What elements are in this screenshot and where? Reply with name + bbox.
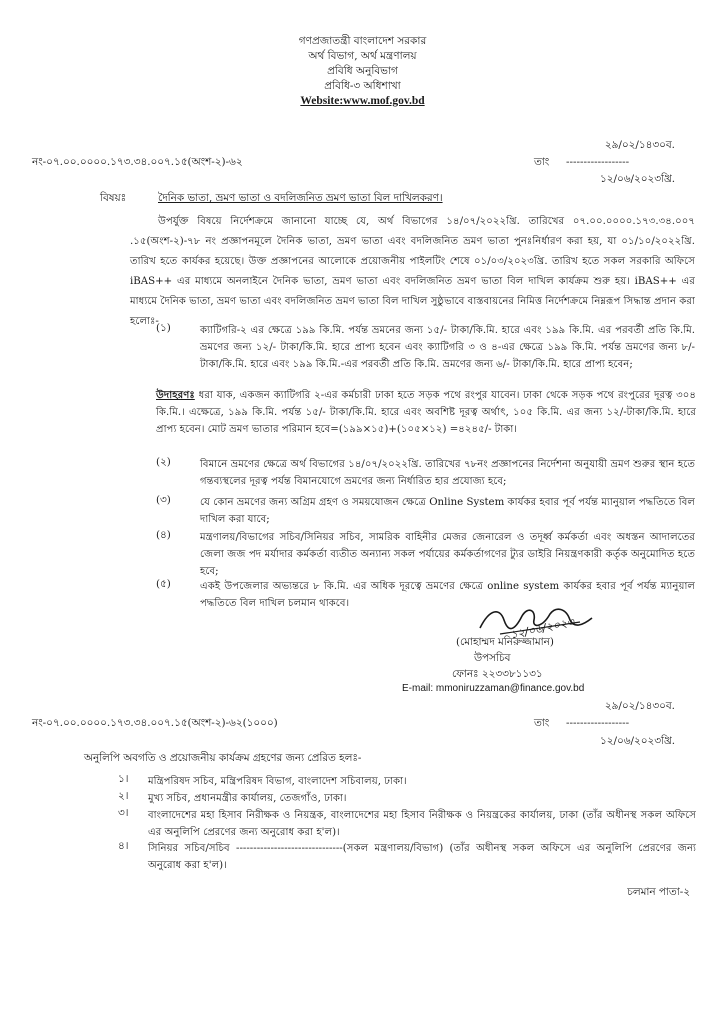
item-text: যে কোন ভ্রমণের জন্য অগ্রিম গ্রহণ ও সময়যোজন ক্ষেত্রে Online System কার্যকর হবার পূর্ব পর্যন্ত ম্যানুয়াল পদ্ধতিতে বিল দাখিল করা যাবে;: [200, 497, 695, 525]
item-text: ক্যাটিগরি-২ এর ক্ষেত্রে ১৯৯ কি.মি. পর্যন্ত ভ্রমনের জন্য ১৫/- টাকা/কি.মি. হারে এবং ১৯৯ কি.মি. এর পরবর্তী প্রতি কি.মি. ভ্রমণের জন্য ১২/- টাকা/কি.মি. হারে প্রাপ্য হবেন এবং ক্যাটিগরি ৩ ও ৪-এর ক্ষেত্রে ১৯৯ কি.মি. পর্যন্ত ভ্রমণের জন্য ৮/- টাকা/কি.মি. হারে এবং ১৯৯ কি.মি.-এর পরবর্তী প্রতি কি.মি. ভ্রমণের জন্য ৬/- টাকা/কি.মি. হারে প্রাপ্য হবেন;: [200, 325, 695, 370]
ministry-name: অর্থ বিভাগ, অর্থ মন্ত্রণালয়: [308, 50, 417, 62]
intro-paragraph: উপর্যুক্ত বিষয়ে নির্দেশক্রমে জানানো যাচ্ছে যে, অর্থ বিভাগের ১৪/০৭/২০২২খ্রি. তারিখের ০৭.০০.০০০০.১৭৩.৩৪.০০৭ .১৫(অংশ-২)-৭৮ নং প্রজ্ঞাপনমূলে দৈনিক ভাতা, ভ্রমণ ভাতা এবং বদলিজনিত ভ্রমণ ভাতা পুনঃনির্ধারণ করা হয়, যা ০১/১০/২০২২খ্রি. তারিখ হতে কার্যকর হয়েছে। উক্ত প্রজ্ঞাপনের আলোকে প্রয়োজনীয় পাইলটিং শেষে ০১/০৩/২০২৩খ্রি. তারিখ হতে সকল সরকারি অফিসে iBAS++ এর মাধ্যমে অনলাইনে দৈনিক ভাতা, ভ্রমণ ভাতা এবং বদলিজনিত ভ্রমণ ভাতা বিল দাখিল কার্যক্রম শুরু হয়। iBAS++ এর মাধ্যমে দৈনিক ভাতা, ভ্রমণ ভাতা এবং বদলিজনিত ভ্রমণ ভাতা বিল দাখিল সুষ্ঠুভাবে বাস্তবায়নের নিমিত্ত নির্দেশক্রমে নিম্নরূপ সিদ্ধান্ত প্রদান করা হলোঃ-: [130, 216, 695, 327]
date-dash-2: ------------------: [566, 717, 630, 729]
signatory-name: (মোহাম্মদ মনিরুজ্জামান): [456, 636, 554, 648]
date-bangla-1: ২৯/০২/১৪৩০ব.: [604, 139, 675, 151]
item-text: একই উপজেলার অভ্যন্তরে ৮ কি.মি. এর অধিক দূরত্বে ভ্রমণের ক্ষেত্রে online system কার্যকর হবার পূর্ব পর্যন্ত ম্যানুয়াল পদ্ধতিতে বিল দাখিল চলমান থাকবে।: [200, 581, 695, 609]
memo-number-2: নং-০৭.০০.০০০০.১৭৩.৩৪.০০৭.১৫(অংশ-২)-৬২(১০০০): [32, 717, 278, 729]
letterhead: [0, 34, 725, 109]
signatory-email[interactable]: E-mail: mmoniruzzaman@finance.gov.bd: [402, 683, 585, 694]
signature-date: ১২/০৬/২০২৩: [509, 615, 576, 642]
example-text: ধরা যাক, একজন ক্যাটিগরি ২-এর কর্মচারী ঢাকা হতে সড়ক পথে রংপুর যাবেন। ঢাকা থেকে সড়ক পথে রংপুরের দূরত্ব ৩০৪ কি.মি.। এক্ষেত্রে, ১৯৯ কি.মি. পর্যন্ত ১৫/- টাকা/কি.মি. হারে এবং অবশিষ্ট দূরত্ব অর্থাৎ, ১০৫ কি.মি. এর জন্য ১২/-টাকা/কি.মি. হারে প্রাপ্য হবেন। মোট ভ্রমণ ভাতার পরিমান হবে=(১৯৯×১৫)+(১০৫×১২) =৪২৪৫/- টাকা।: [156, 390, 696, 435]
cc-item: মুখ্য সচিব, প্রধানমন্ত্রীর কার্যালয়, তেজগাঁও, ঢাকা।: [148, 793, 347, 804]
cc-intro: অনুলিপি অবগতি ও প্রয়োজনীয় কার্যক্রম গ্রহণের জন্য প্রেরিত হলঃ-: [84, 752, 362, 764]
date-english-1: ১২/০৬/২০২৩খ্রি.: [599, 173, 675, 185]
item-number: (৫): [156, 578, 171, 590]
date-label-1: তাং: [534, 156, 550, 168]
website-link[interactable]: Website:www.mof.gov.bd: [300, 95, 425, 107]
memo-number-1: নং-০৭.০০.০০০০.১৭৩.৩৪.০০৭.১৫(অংশ-২)-৬২: [32, 156, 243, 168]
date-label-2: তাং: [534, 717, 550, 729]
example-block: [156, 387, 696, 438]
cc-item: মন্ত্রিপরিষদ সচিব, মন্ত্রিপরিষদ বিভাগ, বাংলাদেশ সচিবালয়, ঢাকা।: [148, 776, 407, 787]
wing-name: প্রবিধি অনুবিভাগ: [327, 65, 398, 77]
cc-number: ১।: [118, 773, 129, 785]
example-label: উদাহরণঃ: [156, 389, 195, 401]
item-number: (৪): [156, 529, 171, 541]
item-text: মন্ত্রণালয়/বিভাগের সচিব/সিনিয়র সচিব, সামরিক বাহিনীর মেজর জেনারেল ও তদূর্ধ্ব কর্মকর্তা এবং অধস্তন আদালতের জেলা জজ পদ মর্যাদার কর্মকর্তা ব্যতীত অন্যান্য সকল পর্যায়ের কর্মকর্তাগণের ট্যুর ডাইরি নিয়ন্ত্রণকারী কর্তৃক অনুমোদিত হতে হবে;: [200, 532, 695, 577]
subject-label: বিষয়ঃ: [100, 192, 127, 204]
subject-text: দৈনিক ভাতা, ভ্রমণ ভাতা ও বদলিজনিত ভ্রমণ ভাতা বিল দাখিলকরণ।: [158, 192, 443, 204]
continued-page-note: চলমান পাতা-২: [627, 886, 690, 898]
date-bangla-2: ২৯/০২/১৪৩০ব.: [604, 700, 675, 712]
item-number: (১): [156, 322, 171, 334]
branch-name: প্রবিধি-৩ অধিশাখা: [324, 80, 401, 92]
cc-item: সিনিয়র সচিব/সচিব -------------------------------(সকল মন্ত্রণালয়/বিভাগ) (তাঁর অধীনস্থ সকল অফিসে এর অনুলিপি প্রেরণের জন্য অনুরোধ করা হ'ল)।: [148, 843, 696, 871]
govt-name: গণপ্রজাতন্ত্রী বাংলাদেশ সরকার: [298, 35, 427, 47]
date-dash-1: ------------------: [566, 156, 630, 168]
signatory-phone: ফোনঃ ২২৩৩৮১১৩১: [452, 668, 543, 680]
cc-item: বাংলাদেশের মহা হিসাব নিরীক্ষক ও নিয়ন্ত্রক, বাংলাদেশের মহা হিসাব নিরীক্ষক ও নিয়ন্ত্রকের কার্যালয়, ঢাকা (তাঁর অধীনস্থ সকল অফিসে এর অনুলিপি প্রেরণের জন্য অনুরোধ করা হ'ল)।: [148, 810, 696, 838]
item-number: (২): [156, 456, 171, 468]
signatory-title: উপসচিব: [474, 652, 511, 664]
item-text: বিমানে ভ্রমণের ক্ষেত্রে অর্থ বিভাগের ১৪/০৭/২০২২খ্রি. তারিখের ৭৮নং প্রজ্ঞাপনের নির্দেশনা অনুযায়ী ভ্রমণ শুরুর স্থান হতে গন্তব্যস্থলের দূরত্ব পর্যন্ত বিমানযোগে ভ্রমণের জন্য নির্ধারিত হার প্রযোজ্য হবে;: [200, 459, 695, 487]
date-english-2: ১২/০৬/২০২৩খ্রি.: [599, 735, 675, 747]
cc-number: ২।: [118, 790, 129, 802]
cc-number: ৩।: [118, 807, 129, 819]
item-number: (৩): [156, 494, 171, 506]
cc-number: ৪।: [118, 840, 129, 852]
